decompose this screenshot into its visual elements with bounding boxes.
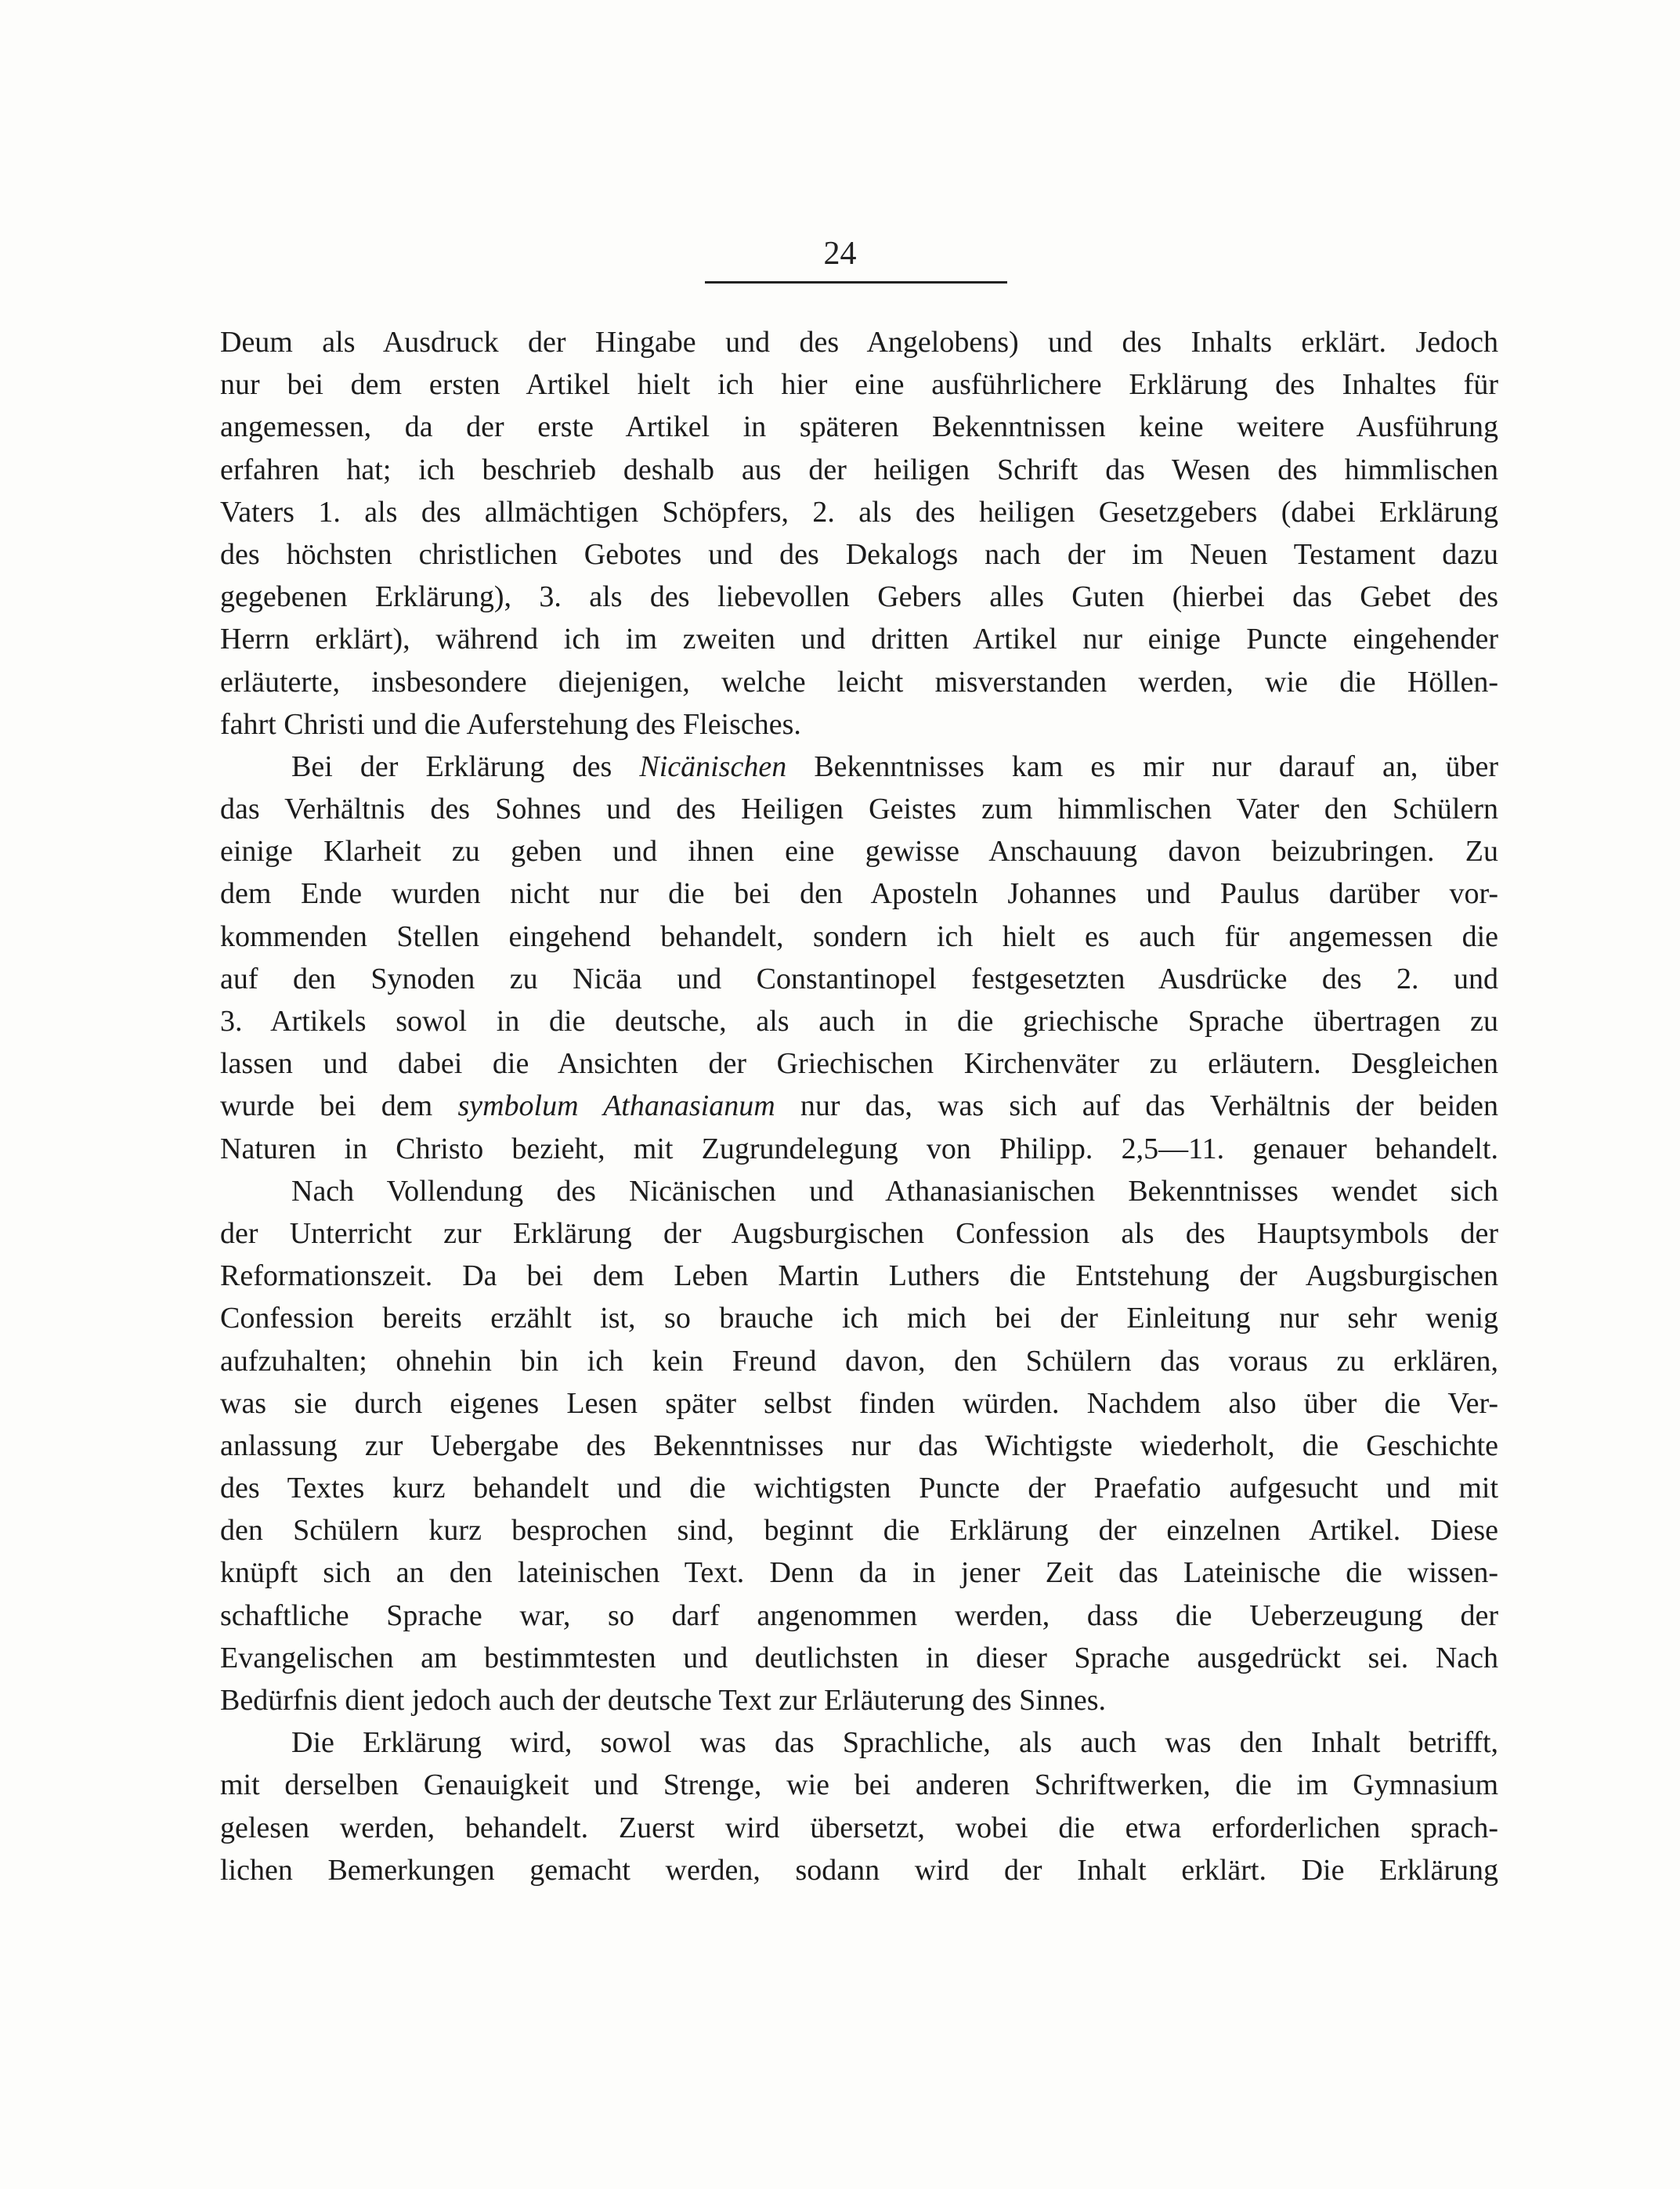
- text-line: was sie durch eigenes Lesen später selbst finden würden. Nachdem also über die Ver-: [220, 1386, 1498, 1420]
- italic-phrase: symbolum Athanasianum: [457, 1089, 775, 1123]
- text-line: Nach Vollendung des Nicänischen und Athanasianischen Bekenntnisses wendet sich: [291, 1174, 1498, 1208]
- text-line: aufzuhalten; ohnehin bin ich kein Freund davon, den Schülern das voraus zu erklären,: [220, 1344, 1498, 1378]
- text-line: nur bei dem ersten Artikel hielt ich hier eine ausführlichere Erklärung des Inhaltes für: [220, 368, 1498, 402]
- text-line: den Schülern kurz besprochen sind, beginnt die Erklärung der einzelnen Artikel. Diese: [220, 1514, 1498, 1548]
- text-line: angemessen, da der erste Artikel in späteren Bekenntnissen keine weitere Ausführung: [220, 410, 1498, 444]
- text-line: der Unterricht zur Erklärung der Augsburgischen Confession als des Hauptsymbols der: [220, 1216, 1498, 1250]
- paragraph-1: [220, 321, 1498, 746]
- text-line: Die Erklärung wird, sowol was das Sprachliche, als auch was den Inhalt betrifft,: [291, 1726, 1498, 1760]
- text-line: Reformationszeit. Da bei dem Leben Martin Luthers die Entstehung der Augsburgischen: [220, 1259, 1498, 1293]
- text-line: Evangelischen am bestimmtesten und deutlichsten in dieser Sprache ausgedrückt sei. Nach: [220, 1641, 1498, 1674]
- text-line: dem Ende wurden nicht nur die bei den Aposteln Johannes und Paulus darüber vor-: [220, 877, 1498, 911]
- text-line: auf den Synoden zu Nicäa und Constantinopel festgesetzten Ausdrücke des 2. und: [220, 962, 1498, 995]
- text-line: Confession bereits erzählt ist, so brauche ich mich bei der Einleitung nur sehr wenig: [220, 1302, 1498, 1335]
- italic-phrase: Nicänischen: [639, 750, 787, 783]
- header-rule: [705, 281, 1007, 284]
- page-number: 24: [823, 236, 857, 272]
- text-line: des höchsten christlichen Gebotes und des Dekalogs nach der im Neuen Testament dazu: [220, 537, 1498, 571]
- text-line: Herrn erklärt), während ich im zweiten und dritten Artikel nur einige Puncte eingehender: [220, 623, 1498, 656]
- text-line: lassen und dabei die Ansichten der Griechischen Kirchenväter zu erläutern. Desgleichen: [220, 1047, 1498, 1081]
- text-line: Vaters 1. als des allmächtigen Schöpfers, 2. als des heiligen Gesetzgebers (dabei Erklärung: [220, 495, 1498, 529]
- text-line: Bei der Erklärung des Nicänischen Bekenntnisses kam es mir nur darauf an, über: [291, 750, 1498, 783]
- text-line: erläuterte, insbesondere diejenigen, welche leicht misverstanden werden, wie die Höllen-: [220, 665, 1498, 699]
- text-line: erfahren hat; ich beschrieb deshalb aus der heiligen Schrift das Wesen des himmlischen: [220, 453, 1498, 486]
- text-line: anlassung zur Uebergabe des Bekenntnisses nur das Wichtigste wiederholt, die Geschichte: [220, 1429, 1498, 1462]
- body-text: [220, 321, 1498, 1891]
- text-line: Deum als Ausdruck der Hingabe und des Angelobens) und des Inhalts erklärt. Jedoch: [220, 326, 1498, 359]
- text-line: lichen Bemerkungen gemacht werden, sodann wird der Inhalt erklärt. Die Erklärung: [220, 1853, 1498, 1887]
- text-line: 3. Artikels sowol in die deutsche, als auch in die griechische Sprache übertragen zu: [220, 1005, 1498, 1038]
- text-line: das Verhältnis des Sohnes und des Heiligen Geistes zum himmlischen Vater den Schülern: [220, 793, 1498, 826]
- text-line: knüpft sich an den lateinischen Text. Denn da in jener Zeit das Lateinische die wissen-: [220, 1556, 1498, 1590]
- text-line: schaftliche Sprache war, so darf angenommen werden, dass die Ueberzeugung der: [220, 1598, 1498, 1632]
- text-line: gelesen werden, behandelt. Zuerst wird übersetzt, wobei die etwa erforderlichen sprach-: [220, 1811, 1498, 1844]
- text-line: mit derselben Genauigkeit und Strenge, wie bei anderen Schriftwerken, die im Gymnasium: [220, 1768, 1498, 1802]
- text-line: kommenden Stellen eingehend behandelt, sondern ich hielt es auch für angemessen die: [220, 919, 1498, 953]
- text-line: gegebenen Erklärung), 3. als des liebevollen Gebers alles Guten (hierbei das Gebet des: [220, 580, 1498, 614]
- text-line: einige Klarheit zu geben und ihnen eine gewisse Anschauung davon beizubringen. Zu: [220, 835, 1498, 869]
- text-line: Bedürfnis dient jedoch auch der deutsche Text zur Erläuterung des Sinnes.: [220, 1684, 1107, 1717]
- paragraph-2: [220, 746, 1498, 1170]
- text-line: Naturen in Christo bezieht, mit Zugrundelegung von Philipp. 2,5—11. genauer behandelt.: [220, 1132, 1498, 1165]
- paragraph-4: [220, 1721, 1498, 1891]
- paragraph-3: [220, 1170, 1498, 1721]
- text-line: des Textes kurz behandelt und die wichtigsten Puncte der Praefatio aufgesucht und mit: [220, 1472, 1498, 1505]
- text-line: fahrt Christi und die Auferstehung des Fleisches.: [220, 707, 801, 741]
- text-line: wurde bei dem symbolum Athanasianum nur das, was sich auf das Verhältnis der beiden: [220, 1089, 1499, 1123]
